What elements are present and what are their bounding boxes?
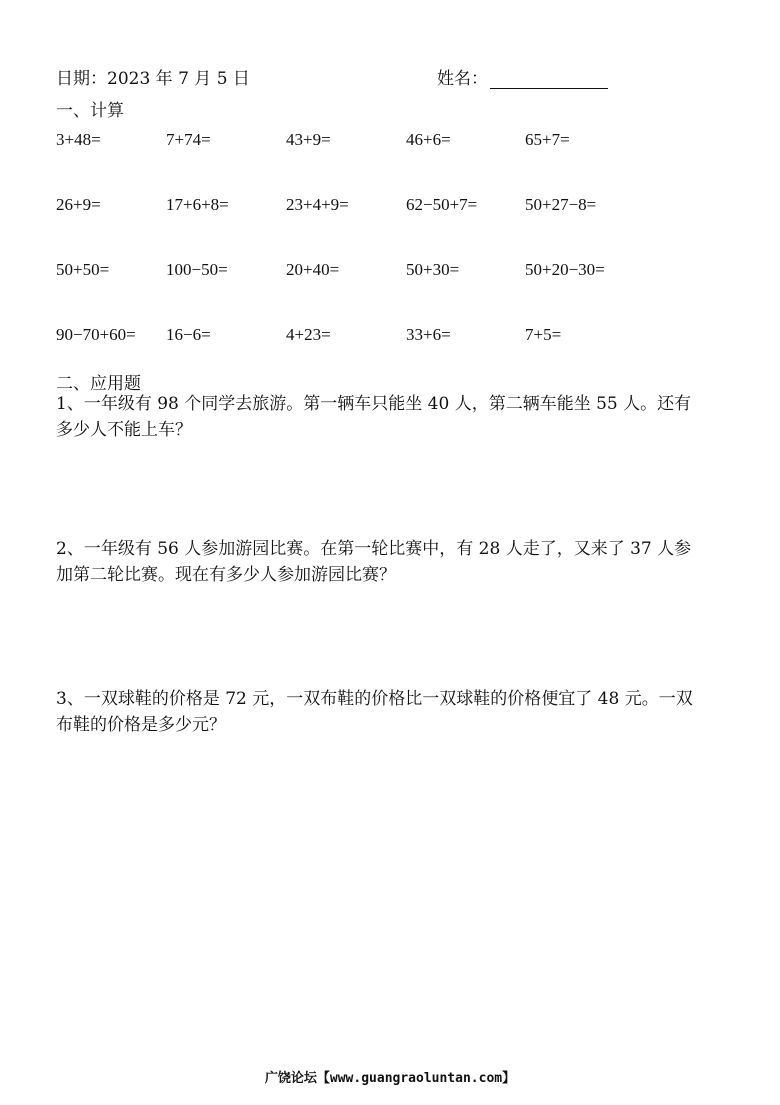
calc-item: 50+27−8= [525, 195, 597, 214]
calc-item: 7+5= [525, 325, 562, 344]
calc-item: 17+6+8= [166, 195, 229, 214]
calc-row-4 [56, 325, 676, 349]
word-problem-line: 3、一双球鞋的价格是 72 元，一双布鞋的价格比一双球鞋的价格便宜了 48 元。一双 [56, 689, 693, 709]
calc-item: 7+74= [166, 130, 211, 149]
word-problem-3 [56, 686, 726, 738]
calc-item: 62−50+7= [406, 195, 478, 214]
calc-item: 50+30= [406, 260, 460, 279]
calc-item: 46+6= [406, 130, 451, 149]
calc-item: 50+50= [56, 260, 110, 279]
word-problem-line: 布鞋的价格是多少元？ [56, 715, 226, 735]
calc-item: 100−50= [166, 260, 228, 279]
word-problem-2 [56, 536, 726, 588]
footer-source-text: 广饶论坛【www.guangraoluntan.com】 [264, 1071, 516, 1086]
section-word-problems-title: 二、应用题 [56, 374, 141, 394]
calc-item: 16−6= [166, 325, 211, 344]
calc-item: 90−70+60= [56, 325, 136, 344]
calc-item: 3+48= [56, 130, 101, 149]
word-problem-line: 2、一年级有 56 人参加游园比赛。在第一轮比赛中，有 28 人走了，又来了 37 人参 [56, 539, 692, 559]
section-calculation-title: 一、计算 [56, 101, 124, 121]
calc-row-1 [56, 130, 676, 154]
calc-item: 4+23= [286, 325, 331, 344]
calc-item: 26+9= [56, 195, 101, 214]
date-label: 日期：2023 年 7 月 5 日 [56, 69, 250, 89]
word-problem-line: 1、一年级有 98 个同学去旅游。第一辆车只能坐 40 人，第二辆车能坐 55 人。还有 [56, 394, 692, 414]
calc-item: 43+9= [286, 130, 331, 149]
calc-item: 65+7= [525, 130, 570, 149]
calc-row-2 [56, 195, 676, 219]
calc-row-3 [56, 260, 676, 284]
name-label: 姓名： [437, 69, 488, 89]
name-blank-line [490, 68, 608, 89]
calc-item: 20+40= [286, 260, 340, 279]
worksheet-header [56, 64, 656, 90]
word-problem-1 [56, 391, 726, 443]
name-field-group [437, 64, 608, 89]
word-problem-line: 加第二轮比赛。现在有多少人参加游园比赛？ [56, 565, 396, 585]
calc-item: 50+20−30= [525, 260, 605, 279]
calc-item: 23+4+9= [286, 195, 349, 214]
calc-item: 33+6= [406, 325, 451, 344]
word-problem-line: 多少人不能上车？ [56, 420, 192, 440]
